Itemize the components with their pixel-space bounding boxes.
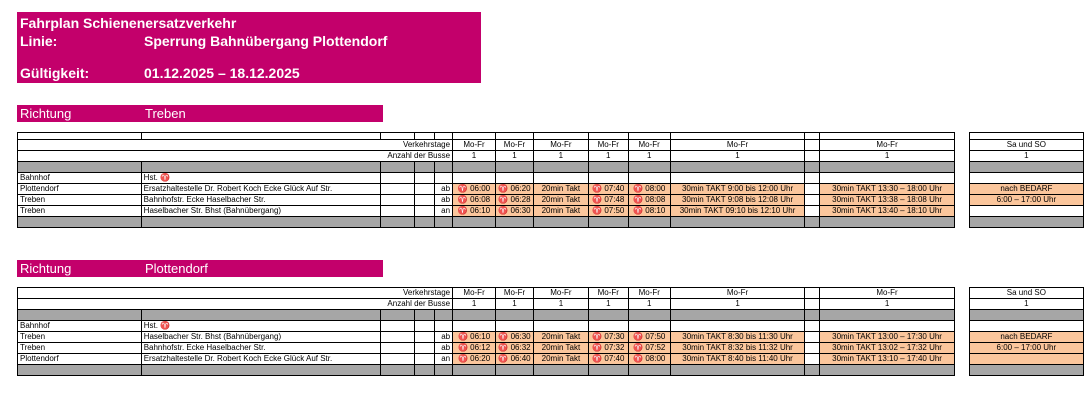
departure-time: 20min Takt: [533, 184, 588, 195]
day-cell: Mo-Fr: [588, 140, 628, 151]
departure-time: 30min TAKT 13:38 – 18:08 Uhr: [820, 195, 955, 206]
departure-time: ♈ 06:10: [453, 206, 496, 217]
an-ab-cell: ab: [435, 332, 453, 343]
departure-time: 30min TAKT 13:40 – 18:10 Uhr: [820, 206, 955, 217]
departure-time: ♈ 06:00: [453, 184, 496, 195]
departure-time: ♈ 08:08: [628, 195, 670, 206]
haltestelle-cell: Ersatzhaltestelle Dr. Robert Koch Ecke Glück Auf Str.: [141, 184, 380, 195]
day-cell: Mo-Fr: [820, 288, 955, 299]
document-title: Fahrplan Schienenersatzverkehr: [20, 15, 237, 31]
day-cell: Mo-Fr: [628, 140, 670, 151]
verkehrstage-label: Verkehrstage: [18, 288, 453, 299]
stop-row: [18, 343, 1084, 354]
column-header-row: [18, 321, 1084, 332]
direction-label: Richtung: [20, 261, 72, 276]
bus-count: 1: [453, 299, 496, 310]
haltestelle-cell: Haselbacher Str. Bhst (Bahnübergang): [141, 206, 380, 217]
gueltigkeit-value: 01.12.2025 – 18.12.2025: [144, 65, 300, 81]
departure-time: 6:00 – 17:00 Uhr: [969, 195, 1083, 206]
departure-time: 30min TAKT 9:08 bis 12:08 Uhr: [670, 195, 805, 206]
departure-time: 30min TAKT 13:30 – 18:00 Uhr: [820, 184, 955, 195]
days-row: [18, 140, 1084, 151]
linie-value: Sperrung Bahnübergang Plottendorf: [144, 33, 388, 49]
departure-time: 20min Takt: [534, 332, 589, 343]
haltestelle-cell: Ersatzhaltestelle Dr. Robert Koch Ecke Glück Auf Str.: [141, 354, 380, 365]
departure-time: 30min TAKT 8:32 bis 11:32 Uhr: [670, 343, 805, 354]
an-ab-cell: ab: [435, 195, 453, 206]
departure-time: ♈ 07:32: [588, 343, 628, 354]
departure-time: ♈ 06:30: [496, 332, 534, 343]
separator-band: [18, 310, 1084, 321]
direction-bar-treben: [17, 105, 383, 122]
bus-count: 1: [588, 299, 628, 310]
departure-time: ♈ 06:20: [495, 184, 533, 195]
bahnhof-cell: Treben: [18, 206, 142, 217]
departure-time: 20min Takt: [534, 354, 589, 365]
departure-time: 20min Takt: [534, 343, 589, 354]
bus-count: 1: [534, 299, 589, 310]
departure-time: 20min Takt: [533, 195, 588, 206]
day-cell: Mo-Fr: [495, 140, 533, 151]
day-cell: Mo-Fr: [533, 140, 588, 151]
an-ab-cell: ab: [435, 343, 453, 354]
bus-count: 1: [820, 151, 955, 162]
haltestelle-header: Hst. ♈: [141, 321, 380, 332]
day-cell: Mo-Fr: [670, 288, 805, 299]
day-cell: Sa und SO: [969, 288, 1083, 299]
bahnhof-cell: Treben: [18, 343, 142, 354]
day-cell: Mo-Fr: [588, 288, 628, 299]
direction-bar-plottendorf: [17, 260, 383, 277]
bus-count: 1: [453, 151, 496, 162]
an-ab-cell: ab: [435, 184, 453, 195]
gueltigkeit-label: Gültigkeit:: [20, 65, 90, 81]
separator-band: [18, 162, 1084, 173]
departure-time: ♈ 06:30: [495, 206, 533, 217]
column-header-row: [18, 173, 1084, 184]
day-cell: Sa und SO: [969, 140, 1083, 151]
bahnhof-header: Bahnhof: [18, 173, 142, 184]
day-cell: Mo-Fr: [820, 140, 955, 151]
departure-time: 30min TAKT 09:10 bis 12:10 Uhr: [670, 206, 805, 217]
bus-count: 1: [496, 299, 534, 310]
days-row: [18, 288, 1084, 299]
day-cell: Mo-Fr: [453, 288, 496, 299]
stop-row: [18, 206, 1084, 217]
departure-time: ♈ 06:08: [453, 195, 496, 206]
linie-label: Linie:: [20, 33, 58, 49]
bus-count: 1: [969, 299, 1083, 310]
timetable-plottendorf: [17, 287, 1084, 376]
departure-time: 30min TAKT 13:00 – 17:30 Uhr: [820, 332, 955, 343]
departure-time: ♈ 07:50: [628, 332, 670, 343]
departure-time: ♈ 08:00: [628, 354, 670, 365]
bus-count: 1: [588, 151, 628, 162]
timetable-header: [17, 12, 481, 83]
bahnhof-cell: Treben: [18, 332, 142, 343]
verkehrstage-label: Verkehrstage: [18, 140, 453, 151]
bahnhof-cell: Plottendorf: [18, 354, 142, 365]
stop-row: [18, 354, 1084, 365]
departure-time: ♈ 06:20: [453, 354, 496, 365]
haltestelle-cell: Bahnhofstr. Ecke Haselbacher Str.: [141, 343, 380, 354]
departure-time: ♈ 06:28: [495, 195, 533, 206]
haltestelle-cell: Haselbacher Str. Bhst (Bahnübergang): [141, 332, 380, 343]
day-cell: Mo-Fr: [453, 140, 496, 151]
departure-time: ♈ 06:10: [453, 332, 496, 343]
departure-time: ♈ 06:12: [453, 343, 496, 354]
bahnhof-header: Bahnhof: [18, 321, 142, 332]
departure-time: ♈ 06:40: [496, 354, 534, 365]
bus-count: 1: [670, 151, 805, 162]
direction-name: Treben: [145, 106, 186, 121]
bus-count: 1: [628, 151, 670, 162]
departure-time: [969, 354, 1083, 365]
haltestelle-cell: Bahnhofstr. Ecke Haselbacher Str.: [141, 195, 380, 206]
departure-time: 30min TAKT 13:10 – 17:40 Uhr: [820, 354, 955, 365]
departure-time: ♈ 07:52: [628, 343, 670, 354]
departure-time: 30min TAKT 9:00 bis 12:00 Uhr: [670, 184, 805, 195]
departure-time: ♈ 06:32: [496, 343, 534, 354]
departure-time: ♈ 07:48: [588, 195, 628, 206]
departure-time: 20min Takt: [533, 206, 588, 217]
haltestelle-header: Hst. ♈: [141, 173, 380, 184]
anzahl-busse-label: Anzahl der Busse: [18, 299, 453, 310]
direction-label: Richtung: [20, 106, 72, 121]
bahnhof-cell: Treben: [18, 195, 142, 206]
departure-time: nach BEDARF: [969, 184, 1083, 195]
separator-band: [18, 365, 1084, 376]
departure-time: 30min TAKT 8:30 bis 11:30 Uhr: [670, 332, 805, 343]
buses-row: [18, 299, 1084, 310]
day-cell: Mo-Fr: [496, 288, 534, 299]
timetable-treben: [17, 132, 1084, 228]
stop-row: [18, 195, 1084, 206]
day-cell: Mo-Fr: [670, 140, 805, 151]
buses-row: [18, 151, 1084, 162]
empty-cell: [969, 206, 1083, 217]
departure-time: 6:00 – 17:00 Uhr: [969, 343, 1083, 354]
bus-count: 1: [495, 151, 533, 162]
departure-time: ♈ 08:10: [628, 206, 670, 217]
an-ab-cell: an: [435, 206, 453, 217]
departure-time: ♈ 07:40: [588, 354, 628, 365]
stop-row: [18, 332, 1084, 343]
stop-row: [18, 184, 1084, 195]
anzahl-busse-label: Anzahl der Busse: [18, 151, 453, 162]
departure-time: ♈ 07:50: [588, 206, 628, 217]
departure-time: 30min TAKT 13:02 – 17:32 Uhr: [820, 343, 955, 354]
departure-time: ♈ 07:40: [588, 184, 628, 195]
direction-name: Plottendorf: [145, 261, 208, 276]
an-ab-cell: an: [435, 354, 453, 365]
bus-count: 1: [670, 299, 805, 310]
departure-time: ♈ 07:30: [588, 332, 628, 343]
bahnhof-cell: Plottendorf: [18, 184, 142, 195]
day-cell: Mo-Fr: [534, 288, 589, 299]
bus-count: 1: [533, 151, 588, 162]
separator-band: [18, 217, 1084, 228]
bus-count: 1: [628, 299, 670, 310]
day-cell: Mo-Fr: [628, 288, 670, 299]
bus-count: 1: [820, 299, 955, 310]
bus-count: 1: [969, 151, 1083, 162]
departure-time: ♈ 08:00: [628, 184, 670, 195]
departure-time: nach BEDARF: [969, 332, 1083, 343]
departure-time: 30min TAKT 8:40 bis 11:40 Uhr: [670, 354, 805, 365]
